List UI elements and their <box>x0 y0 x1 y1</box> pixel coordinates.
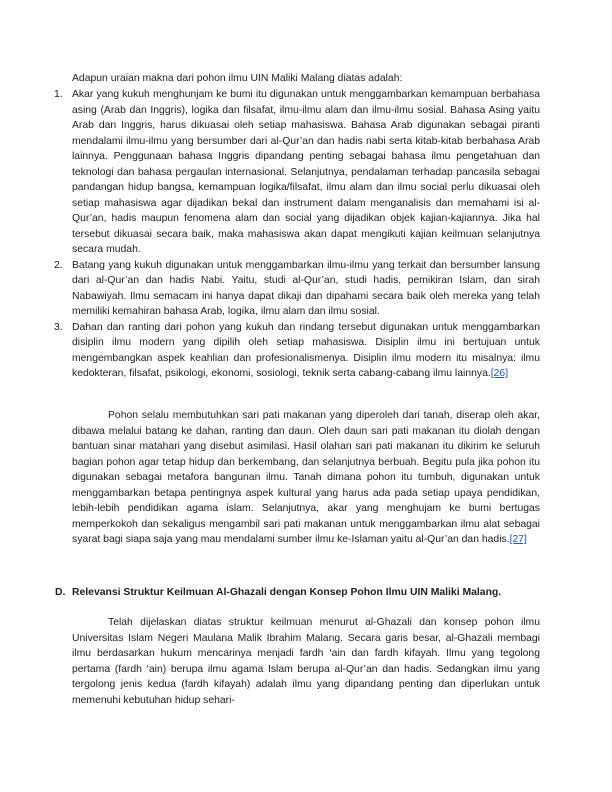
footnote-link-26[interactable]: [26] <box>490 368 509 379</box>
list-item-number: 3. <box>54 321 63 333</box>
list-item-1 <box>54 87 540 258</box>
paragraph-pohon <box>72 408 540 548</box>
section-title: Relevansi Struktur Keilmuan Al-Ghazali dengan Konsep Pohon Ilmu UIN Maliki Malang. <box>72 587 502 598</box>
list-item-2 <box>54 258 540 320</box>
list-item-number: 2. <box>54 259 63 271</box>
list-item-3 <box>54 320 540 382</box>
numbered-list <box>0 87 612 382</box>
footnote-link-27[interactable]: [27] <box>509 534 527 545</box>
section-heading-d <box>55 585 540 601</box>
section-letter: D. <box>55 587 66 598</box>
paragraph-telah: Telah dijelaskan diatas struktur keilmuan menurut al-Ghazali dan konsep pohon ilmu Universitas Islam Negeri Maulana Malik Ibrahim Malang. Secara garis besar, al-Ghazali membagi ilmu berdasarkan hukum mencarinya menjadi fardh ‘ain dan fardh kifayah. Ilmu yang tegolong pertama (fardh ‘ain) berupa ilmu agama Islam berupa al-Qur’an dan hadis. Sedangkan ilmu yang tergolong jenis kedua (fardh kifayah) adalah ilmu yang dipandang penting dan diperlukan untuk memenuhi kebutuhan hidup sehari- <box>72 617 540 706</box>
intro-line: Adapun uraian makna dari pohon ilmu UIN Maliki Malang diatas adalah: <box>72 73 403 84</box>
list-item-number: 1. <box>54 89 63 100</box>
list-item-text: Akar yang kukuh menghunjam ke bumi itu digunakan untuk menggambarkan kemampuan berbahasa asing (Arab dan Inggris), logika dan filsafat, ilmu-ilmu alam dan ilmu-ilmu sosial. Bahasa Asing yaitu Arab dan Inggris, harus dikuasai oleh setiap mahasiswa. Bahasa Arab digunakan sebagai piranti mendalami ilmu-ilmu yang bersumber dari al-Qur’an dan hadis nabi serta kitab-kitab berbahasa Arab lainnya. Penggunaan bahasa Inggris dipandang penting sebagai bahasa ilmu pengetahuan dan teknologi dan bahasa pergaulan internasional. Selanjutnya, pendalaman terhadap pancasila sebagai pandangan hidup bangsa, kemampuan logika/filsafat, ilmu alam dan ilmu social perlu dikuasai oleh setiap mahasiswa agar dijadikan bekal dan instrument dalam menganalisis dan memahami isi al-Qur’an, hadis maupun fenomena alam dan social yang dijadikan objek kajian-kajiannya. Jika hal tersebut dikuasai secara baik, maka mahasiswa akan dapat mengikuti kajian keilmuan selanjutnya secara mudah. <box>72 89 540 255</box>
list-item-text-container <box>72 320 540 382</box>
paragraph-pohon-text: Pohon selalu membutuhkan sari pati makanan yang diperoleh dari tanah, diserap oleh akar, dibawa melalui batang ke dahan, ranting dan daun. Oleh daun sari pati makanan itu diolah dengan bantuan sinar matahari yang disebut asimilasi. Hasil olahan sari pati makanan itu dikirim ke seluruh bagian pohon agar tetap hidup dan berkembang, dan selanjutnya berbuah. Begitu pula jika pohon itu digunakan sebagai metafora bangunan ilmu. Tanah dimana pohon itu tumbuh, digunakan untuk menggambarkan betapa pentingnya aspek kultural yang harus ada pada setiap upaya pendidikan, lebih-lebih pendidikan agama islam. Selanjutnya, akar yang menghujam ke bumi bertugas memperkokoh dan sekaligus mengambil sari pati makanan untuk menggambarkan ilmu alat sebagai syarat bagi siapa saja yang mau mendalami sumber ilmu ke-Islaman yaitu al-Qur’an dan hadis. <box>72 410 540 545</box>
list-item-text: Batang yang kukuh digunakan untuk menggambarkan ilmu-ilmu yang terkait dan bersumber lansung dari al-Qur’an dan hadis Nabi. Yaitu, studi al-Qur’an, studi hadis, pemikiran Islam, dan sirah Nabawiyah. Ilmu semacam ini hanya dapat dikaji dan dipahami secara baik oleh mereka yang telah memiliki kemahiran bahasa Arab, logika, ilmu alam dan ilmu sosial. <box>72 259 540 317</box>
list-item-text: Dahan dan ranting dari pohon yang kukuh dan rindang tersebut digunakan untuk menggambarkan disiplin ilmu modern yang dipilih oleh setiap mahasiswa. Disiplin ilmu ini bertujuan untuk mengembangkan aspek keahlian dan profesionalismenya. Disiplin ilmu modern itu misalnya: ilmu kedokteran, filsafat, psikologi, ekonomi, sosiologi, teknik serta cabang-cabang ilmu lainnya. <box>72 321 540 379</box>
